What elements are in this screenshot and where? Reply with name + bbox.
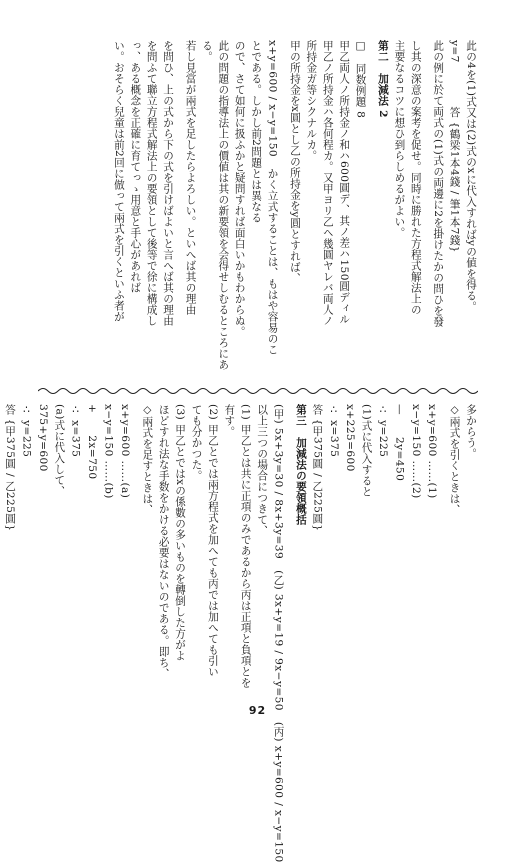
- text-column: を問ふて聯立方程式解法上の要領として後等で徐に構成し: [145, 40, 158, 326]
- section-heading: 第二 加減法 2: [376, 40, 389, 118]
- text-column: (1)式に代入すると: [360, 404, 373, 498]
- problem-text: 所持金ガ等シクナルカ。: [305, 40, 318, 161]
- text-column: とである。しかし前2問題とは異なる: [250, 40, 263, 224]
- text-column: ても分かつた。: [190, 404, 203, 481]
- equation-column: x+y=600 ……(1): [426, 404, 439, 499]
- answer-line: 答 {甲375圓 / 乙225圓}: [4, 404, 17, 532]
- equation-column: + 2x=750: [86, 404, 99, 480]
- text-column: (2) 甲乙とでは兩方程式を加へても丙では加へても引い: [206, 404, 219, 677]
- text-column: 此の問題の指導法上の價値は其の新要領を会得せしむるところにあ: [217, 40, 230, 370]
- equation-column: ∴ x=375: [69, 404, 82, 458]
- text-column: を問ひ、上の式から下の式を引けばよいと言へば其の理由: [162, 40, 175, 326]
- text-column: ので、さて如何に扱ふかと疑問すれば面白いかもわからぬ。: [233, 40, 246, 337]
- text-column: 若し見當が兩式を足したらよろしい。といへば其の理由: [184, 40, 197, 315]
- equation-column: ∴ y=225: [20, 404, 33, 458]
- equation-column: ∴ y=225: [376, 404, 389, 458]
- text-column: っ、ある概念を正確に育てっゝ用意と手心があれば: [129, 40, 142, 293]
- problem-text: 甲乙両人ノ所持金ノ和ハ600圓デ、其ノ差ハ150圓ディル: [338, 40, 351, 325]
- text-column: ◇兩式を引くときは、: [448, 404, 461, 516]
- section-divider: [38, 386, 478, 396]
- text-column: 以上三つの場合につきて、: [256, 404, 269, 536]
- text-column: 甲の所持金をx圓とし乙の所持金をy圓とすれば、: [288, 40, 301, 284]
- text-column: 有す。: [223, 404, 236, 437]
- text-column: (1) 甲乙とは共に正項のみであるから丙は正項と負項とを: [239, 404, 252, 688]
- text-column: る。: [200, 40, 213, 62]
- text-column: 此の4を(1)式又は(2)式のxに代入すればyの値を得る。: [465, 40, 477, 313]
- text-column: ほどすれ法な手数をかける必要はないのである。即ち、: [157, 404, 170, 679]
- equation-column: x+y=600 / x−y=150 かく立式することは、もはや容易のこ: [266, 40, 279, 355]
- equation-column: x+y=600 ……(a): [118, 404, 131, 499]
- example-heading: □ 同数例題 8: [354, 40, 367, 119]
- text-column: ◇兩式を足すときは、: [141, 404, 154, 516]
- problem-text: 甲乙ノ所持金ハ各何程カ。又甲ヨリ乙ヘ幾圓ヤレバ両人ノ: [321, 40, 334, 326]
- upper-text-block: [41, 40, 479, 372]
- equation-column: x+225=600: [344, 404, 357, 472]
- answer-line: y=7 答 {鶴梁1本4錢 / 筆1本7錢}: [448, 40, 461, 253]
- equation-column: x−y=150 ……(b): [102, 404, 115, 499]
- equation-column: — 2y=450: [393, 404, 406, 482]
- text-column: 多からう。: [465, 404, 477, 459]
- text-column: し其の深意の案考を促せ。同時に勝れた方程式解法上の: [409, 40, 422, 315]
- equation-column: 375+y=600: [36, 404, 49, 472]
- text-column: 此の例に於て両式の(1)式の両邊に2を掛けたかの問ひを發: [432, 40, 445, 328]
- equation-column: (甲) 5x+3y=30 / 8x+3y=39 (乙) 3x+y=19 / 9x−y=50 (丙) x+y=600 / x−y=150: [272, 404, 285, 863]
- text-column: (a)式に代入して、: [53, 404, 66, 497]
- text-column: 主要なるコツに想ひ到らしめるがよい。: [393, 40, 406, 238]
- text-column: い。おそらく兒童は前2回に倣って兩式を引くといふ者が: [112, 40, 125, 323]
- section-heading: 第三 加減法の要領概括: [294, 404, 307, 525]
- page-number: 92: [248, 704, 267, 717]
- equation-column: ∴ x=375: [327, 404, 340, 458]
- answer-line: 答 {甲375圓 / 乙225圓}: [311, 404, 324, 532]
- text-column: (3) 甲乙とではxの係數の多いものを轉倒した方がよ: [174, 404, 187, 662]
- equation-column: x−y=150 ……(2): [409, 404, 422, 499]
